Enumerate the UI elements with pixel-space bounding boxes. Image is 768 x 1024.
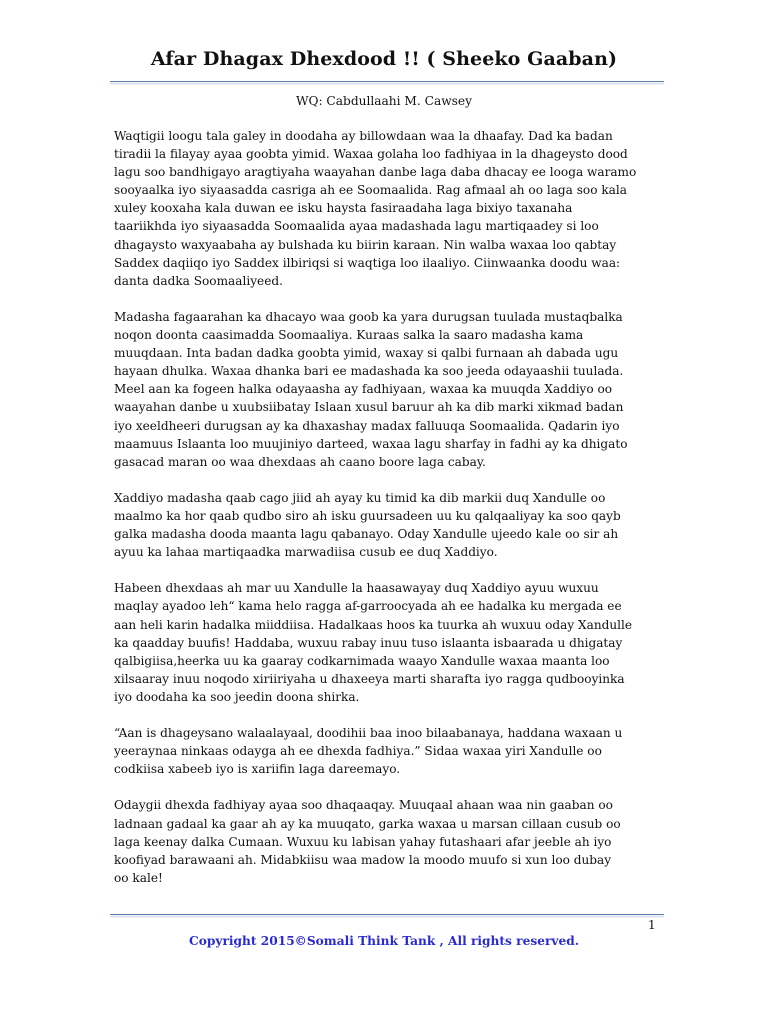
text-line: gasacad maran oo waa dhexdaas ah caano boore laga cabay. xyxy=(114,454,486,469)
text-line: xuley kooxaha kala duwan ee isku haysta fasiraadaha laga bixiyo taxanaha xyxy=(114,201,573,216)
text-line: iyo xeeldheeri durugsan ay ka dhaxashay madax falluuqa Soomaalida. Qadarin iyo xyxy=(114,418,620,433)
text-line: laga keenay dalka Cumaan. Wuxuu ku labisan yahay futashaari afar jeeble ah iyo xyxy=(114,834,612,849)
text-line: taariikhda iyo siyaasadda Soomaalida ayaa madashada lagu martiqaadey si loo xyxy=(114,219,599,234)
text-line: tiradii la filayay ayaa goobta yimid. Waxaa golaha loo fadhiyaa in la dhageysto dood xyxy=(114,147,628,162)
text-line: sooyaalka iyo siyaasadda casriga ah ee Soomaalida. Rag afmaal ah oo laga soo kala xyxy=(114,183,627,198)
text-line: maalmo ka hor qaab qudbo siro ah isku guursadeen uu ku qalqaaliyay ka soo qayb xyxy=(114,508,621,523)
text-line: “Aan is dhageysano walaalayaal, doodihii baa inoo bilaabanaya, haddana waxaan u xyxy=(114,726,623,741)
author-line: WQ: Cabdullaahi M. Cawsey xyxy=(295,94,473,108)
text-line: maqlay ayadoo leh“ kama helo ragga af-garroocyada ah ee hadalka ku mergada ee xyxy=(114,599,622,614)
text-line: Habeen dhexdaas ah mar uu Xandulle la haasawayay duq Xaddiyo ayuu wuxuu xyxy=(114,581,599,596)
text-line: Saddex daqiiqo iyo Saddex ilbiriqsi si waqtiga loo ilaaliyo. Ciinwaanka doodu waa: xyxy=(114,255,621,270)
text-line: Meel aan ka fogeen halka odayaasha ay fadhiyaan, waxaa ka muuqda Xaddiyo oo xyxy=(114,382,613,397)
text-line: xilsaaray inuu noqodo xiriiriyaha u dhaxeeya marti sharafta iyo ragga qudbooyinka xyxy=(114,671,625,686)
text-line: waayahan danbe u xuubsiibatay Islaan xusul baruur ah ka dib marki xikmad badan xyxy=(114,400,624,415)
text-line: aan heli karin hadalka miiddiisa. Hadalkaas hoos ka tuurka ah wuxuu oday Xandulle xyxy=(114,617,633,632)
text-line: koofiyad barawaani ah. Midabkiisu waa madow la moodo muufo si xun loo dubay xyxy=(114,852,612,867)
paragraph xyxy=(114,489,674,561)
footer-rule xyxy=(110,914,664,915)
text-line: lagu soo bandhigayo aragtiyaha waayahan danbe laga daba dhacay ee looga waramo xyxy=(114,165,637,180)
paragraph xyxy=(114,796,674,886)
paragraph xyxy=(114,127,674,290)
text-line: maamuus Islaanta loo muujiniyo darteed, waxaa lagu sharfay in fadhi ay ka dhigato xyxy=(114,436,628,451)
text-line: Waqtigii loogu tala galey in doodaha ay billowdaan waa la dhaafay. Dad ka badan xyxy=(114,129,613,143)
text-line: codkiisa xabeeb iyo is xariifin laga dareemayo. xyxy=(114,762,401,777)
text-line: Odaygii dhexda fadhiyay ayaa soo dhaqaaqay. Muuqaal ahaan waa nin gaaban oo xyxy=(114,798,613,813)
text-line: noqon doonta caasimadda Soomaaliya. Kuraas salka la saaro madasha kama xyxy=(114,328,584,343)
paragraph xyxy=(114,579,674,706)
text-line: dhagaysto waxyaabaha ay bulshada ku biirin karaan. Nin walba waxaa loo qabtay xyxy=(114,237,617,252)
text-line: muuqdaan. Inta badan dadka goobta yimid, waxay si qalbi furnaan ah dabada ugu xyxy=(114,346,619,361)
text-line: iyo doodaha ka soo jeedin doona shirka. xyxy=(114,689,360,704)
paragraph xyxy=(114,308,674,471)
paragraph xyxy=(114,724,674,778)
text-line: ka qaadday buufis! Haddaba, wuxuu rabay inuu tuso islaanta isbaarada u dhigatay xyxy=(114,635,623,650)
page-number: 1 xyxy=(648,918,656,932)
text-line: ayuu ka lahaa martiqaadka marwadiisa cusub ee duq Xaddiyo. xyxy=(114,545,498,560)
header-rule xyxy=(110,81,664,82)
text-line: danta dadka Soomaaliyeed. xyxy=(114,273,283,288)
text-line: ladnaan gadaal ka gaar ah ay ka muuqato, garka waxaa u marsan cillaan cusub oo xyxy=(114,816,621,831)
document-title: Afar Dhagax Dhexdood !! ( Sheeko Gaaban) xyxy=(150,48,618,70)
text-line: yeeraynaa ninkaas odayga ah ee dhexda fadhiya.” Sidaa waxaa yiri Xandulle oo xyxy=(114,744,602,759)
text-line: qalbigiisa,heerka uu ka gaaray codkarnimada waayo Xandulle waxaa maanta loo xyxy=(114,653,610,668)
text-line: Xaddiyo madasha qaab cago jiid ah ayay ku timid ka dib markii duq Xandulle oo xyxy=(114,490,606,505)
text-line: Madasha fagaarahan ka dhacayo waa goob ka yara durugsan tuulada mustaqbalka xyxy=(114,309,623,324)
text-line: hayaan dhulka. Waxaa dhanka bari ee madashada ka soo jeeda odayaashii tuulada. xyxy=(114,364,624,379)
copyright-footer: Copyright 2015©Somali Think Tank , All rights reserved. xyxy=(189,934,579,948)
body-text xyxy=(114,127,674,905)
text-line: oo kale! xyxy=(114,870,163,885)
text-line: galka madasha dooda maanta lagu qabanayo. Oday Xandulle ujeedo kale oo sir ah xyxy=(114,527,619,542)
